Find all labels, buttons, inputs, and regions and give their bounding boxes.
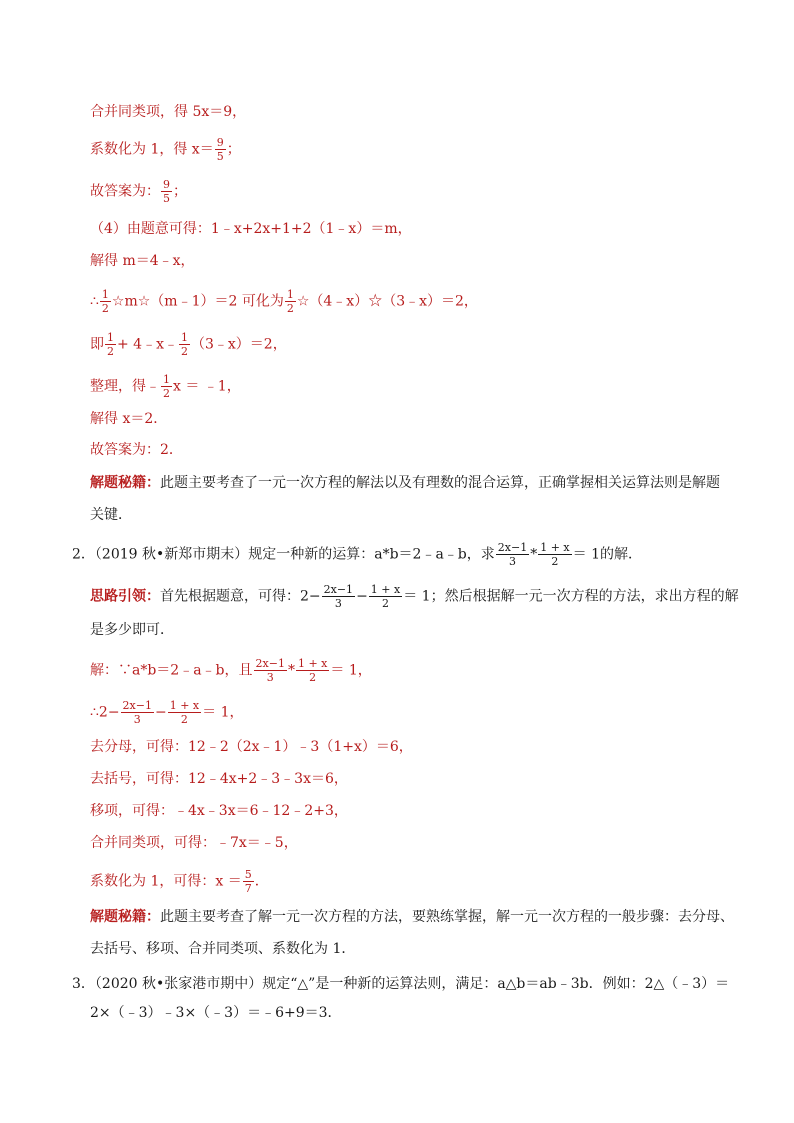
text-line [90, 1003, 342, 1023]
text: 合并同类项，可得：﹣7x＝﹣5， [90, 835, 298, 851]
fraction [168, 699, 201, 726]
denominator: 3 [266, 671, 274, 684]
text: （3﹣x）＝2， [190, 336, 287, 353]
denominator: 2 [163, 387, 170, 400]
hint-label: 思路引领： [90, 588, 160, 605]
text: 3．（2020 秋•张家港市期中）规定“△”是一种新的运算法则，满足：a△b＝ab﹣3b．例如：2△（﹣3）＝ [72, 976, 730, 992]
question-2 [72, 541, 642, 568]
text-line [90, 102, 246, 122]
fraction [296, 657, 329, 684]
numerator: 9 [163, 178, 170, 191]
denominator: 2 [551, 555, 559, 568]
tip-label: 解题秘籍： [90, 909, 160, 925]
text-line [90, 219, 412, 239]
text-line [90, 737, 413, 757]
denominator: 2 [382, 597, 389, 610]
text: ． [254, 873, 269, 890]
numerator: 1 [163, 373, 170, 386]
denominator: 2 [101, 302, 109, 315]
fraction [496, 541, 529, 568]
text: ∴2− [90, 704, 120, 721]
numerator: 1 + x [169, 699, 200, 712]
text-line [90, 833, 298, 853]
text: ＝ 1的解． [572, 546, 642, 563]
text: 整理，得﹣ [90, 378, 160, 395]
denominator: 3 [508, 555, 516, 568]
denominator: 7 [244, 882, 252, 895]
numerator: 5 [244, 868, 252, 881]
denominator: 2 [309, 671, 317, 684]
text: 系数化为 1，可得：x ＝ [90, 873, 242, 890]
denominator: 5 [216, 150, 224, 163]
fraction [322, 583, 355, 610]
text: （4）由题意可得：1﹣x+2x+1+2（1﹣x）＝m， [90, 221, 412, 237]
text-line [90, 409, 167, 429]
text-line [90, 373, 241, 400]
fraction [254, 657, 287, 684]
denominator: 3 [334, 597, 342, 610]
fraction [285, 288, 296, 315]
text: ＝ 1；然后根据解一元一次方程的方法，求出方程的解 [403, 588, 739, 605]
text: 解得 m＝4﹣x， [90, 253, 195, 269]
text: − [356, 588, 368, 605]
text: ＝ 1， [202, 704, 244, 721]
text: 即 [90, 336, 104, 353]
text-line [90, 769, 348, 789]
numerator: 1 + x [370, 583, 401, 596]
text-line [90, 620, 174, 640]
text-line [90, 251, 195, 271]
numerator: 2x−1 [497, 541, 528, 554]
numerator: 1 [286, 288, 294, 301]
fraction [538, 541, 571, 568]
numerator: 1 [101, 288, 109, 301]
text: 解得 x＝2． [90, 411, 168, 427]
numerator: 1 + x [540, 541, 570, 554]
text: 首先根据题意，可得：2− [160, 588, 321, 605]
fraction [369, 583, 402, 610]
text-line [90, 473, 720, 493]
numerator: 2x−1 [255, 657, 285, 670]
text: 去括号、移项、合并同类项、系数化为 1． [90, 941, 356, 957]
fraction [179, 331, 190, 358]
text: 是多少即可． [90, 622, 174, 638]
text: 故答案为：2． [90, 442, 183, 458]
text-line [90, 907, 734, 927]
question-3 [72, 974, 729, 994]
denominator: 2 [107, 345, 114, 358]
denominator: 2 [286, 302, 294, 315]
text: 去分母，可得：12﹣2（2x﹣1）﹣3（1+x）＝6， [90, 739, 413, 755]
fraction [161, 178, 172, 205]
numerator: 1 + x [297, 657, 328, 670]
text: * [287, 662, 295, 679]
text-line [90, 583, 739, 610]
numerator: 2x−1 [122, 699, 152, 712]
numerator: 1 [107, 331, 114, 344]
text: 2×（﹣3）﹣3×（﹣3）＝﹣6+9＝3． [90, 1005, 342, 1021]
text: ∴ [90, 293, 99, 310]
text: + 4﹣x﹣ [117, 336, 178, 353]
text: 去括号，可得：12﹣4x+2﹣3﹣3x＝6， [90, 771, 348, 787]
text-line [90, 288, 478, 315]
text: 故答案为： [90, 183, 160, 200]
text-line [90, 699, 243, 726]
fraction [121, 699, 154, 726]
fraction [161, 373, 172, 400]
text-line [90, 178, 187, 205]
numerator: 9 [216, 136, 224, 149]
text-line [90, 440, 183, 460]
text: ☆m☆（m﹣1）＝2 可化为 [111, 293, 284, 310]
text: ； [226, 141, 241, 158]
text: 合并同类项，得 5x＝9， [90, 104, 247, 120]
text-line [90, 136, 241, 163]
numerator: 2x−1 [323, 583, 354, 596]
fraction [215, 136, 226, 163]
fraction [105, 331, 116, 358]
text-line [90, 868, 269, 895]
fraction [100, 288, 111, 315]
text: ＝ 1， [330, 662, 372, 679]
text: 移项，可得：﹣4x﹣3x＝6﹣12﹣2+3， [90, 803, 348, 819]
denominator: 5 [163, 192, 170, 205]
text: 2．（2019 秋•新郑市期末）规定一种新的运算：a*b＝2﹣a﹣b，求 [72, 546, 495, 563]
text-line [90, 801, 348, 821]
denominator: 2 [180, 345, 188, 358]
text-line [90, 505, 132, 525]
text: x ＝ ﹣1， [173, 378, 241, 395]
text: 此题主要考查了解一元一次方程的方法，要熟练掌握，解一元一次方程的一般步骤：去分母、 [160, 909, 734, 925]
denominator: 2 [180, 713, 188, 726]
text: 关键． [90, 507, 132, 523]
tip-label: 解题秘籍： [90, 475, 160, 491]
denominator: 3 [133, 713, 141, 726]
text: 此题主要考查了一元一次方程的解法以及有理数的混合运算，正确掌握相关运算法则是解题 [160, 475, 720, 491]
text: 解：∵a*b＝2﹣a﹣b，且 [90, 662, 253, 679]
fraction [243, 868, 254, 895]
text-line [90, 331, 287, 358]
text: * [530, 546, 538, 563]
text: − [154, 704, 167, 721]
text-line [90, 657, 372, 684]
text: ； [173, 183, 187, 200]
numerator: 1 [180, 331, 188, 344]
text: 系数化为 1，得 x＝ [90, 141, 214, 158]
text: ☆（4﹣x）☆（3﹣x）＝2， [296, 293, 478, 310]
text-line [90, 939, 355, 959]
